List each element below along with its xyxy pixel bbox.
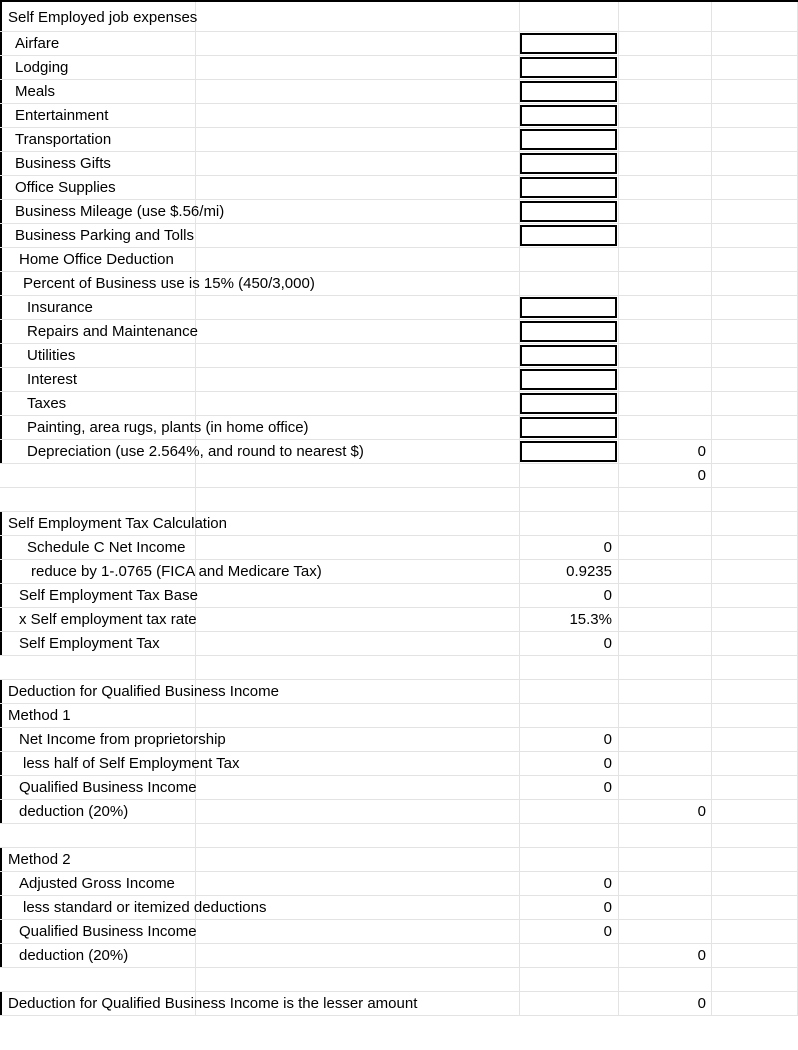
table-row — [0, 776, 798, 800]
left-border — [0, 632, 2, 655]
cell-gridline — [711, 560, 712, 583]
table-row — [0, 152, 798, 176]
cell-gridline — [711, 920, 712, 943]
cell-gridline — [195, 824, 196, 847]
input-cell[interactable] — [520, 57, 617, 78]
table-row — [0, 200, 798, 224]
row-label: Painting, area rugs, plants (in home office) — [27, 419, 309, 436]
cell-gridline — [711, 968, 712, 991]
cell-gridline — [519, 704, 520, 727]
cell-gridline — [618, 872, 619, 895]
cell-gridline — [519, 968, 520, 991]
left-border — [0, 224, 2, 247]
row-label: Insurance — [27, 299, 93, 316]
row-label: Schedule C Net Income — [27, 539, 186, 556]
left-border — [0, 248, 2, 271]
cell-gridline — [519, 2, 520, 31]
cell-gridline — [711, 344, 712, 367]
cell-gridline — [519, 824, 520, 847]
row-label: Interest — [27, 371, 78, 388]
left-border — [0, 320, 2, 343]
cell-gridline — [711, 104, 712, 127]
left-border — [0, 344, 2, 367]
cell-gridline — [519, 848, 520, 871]
cell-gridline — [711, 944, 712, 967]
row-label: Business Mileage (use $.56/mi) — [15, 203, 225, 220]
table-row — [0, 800, 798, 824]
left-border — [0, 200, 2, 223]
row-label: Business Parking and Tolls — [15, 227, 194, 244]
table-row — [0, 752, 798, 776]
cell-gridline — [618, 104, 619, 127]
cell-gridline — [711, 296, 712, 319]
cell-gridline — [711, 896, 712, 919]
cell-gridline — [711, 464, 712, 487]
table-row — [0, 272, 798, 296]
cell-gridline — [519, 272, 520, 295]
cell-gridline — [618, 896, 619, 919]
cell-gridline — [618, 992, 619, 1015]
row-label: Percent of Business use is 15% (450/3,000) — [23, 275, 315, 292]
cell-gridline — [618, 728, 619, 751]
cell-gridline — [618, 80, 619, 103]
cell-gridline — [519, 800, 520, 823]
cell-gridline — [195, 224, 196, 247]
row-label: deduction (20%) — [19, 947, 129, 964]
cell-gridline — [618, 848, 619, 871]
left-border — [0, 368, 2, 391]
value-cell[interactable]: 0.9235 — [566, 563, 612, 580]
cell-gridline — [195, 152, 196, 175]
input-cell[interactable] — [520, 225, 617, 246]
cell-gridline — [618, 344, 619, 367]
cell-gridline — [519, 752, 520, 775]
cell-gridline — [618, 824, 619, 847]
cell-gridline — [195, 56, 196, 79]
row-label: less half of Self Employment Tax — [23, 755, 240, 772]
row-label: Deduction for Qualified Business Income is the lesser amount — [8, 995, 418, 1012]
left-border — [0, 536, 2, 559]
cell-gridline — [519, 680, 520, 703]
cell-gridline — [711, 440, 712, 463]
table-row — [0, 656, 798, 680]
table-row — [0, 176, 798, 200]
cell-gridline — [711, 632, 712, 655]
cell-gridline — [618, 560, 619, 583]
cell-gridline — [711, 320, 712, 343]
cell-gridline — [711, 32, 712, 55]
cell-gridline — [711, 56, 712, 79]
total-cell[interactable]: 0 — [697, 947, 706, 964]
table-row — [0, 584, 798, 608]
row-label: Office Supplies — [15, 179, 116, 196]
row-label: Qualified Business Income — [19, 779, 197, 796]
left-border — [0, 992, 2, 1015]
cell-gridline — [711, 2, 712, 31]
cell-gridline — [519, 896, 520, 919]
row-label: Method 2 — [8, 851, 71, 868]
input-cell[interactable] — [520, 177, 617, 198]
cell-gridline — [711, 680, 712, 703]
table-row — [0, 872, 798, 896]
row-label: Self Employment Tax Calculation — [8, 515, 227, 532]
table-row — [0, 536, 798, 560]
row-label: Entertainment — [15, 107, 109, 124]
row-label: Depreciation (use 2.564%, and round to nearest $) — [27, 443, 364, 460]
row-label: reduce by 1-.0765 (FICA and Medicare Tax) — [31, 563, 322, 580]
cell-gridline — [711, 392, 712, 415]
cell-gridline — [618, 2, 619, 31]
cell-gridline — [519, 656, 520, 679]
table-row — [0, 992, 798, 1016]
cell-gridline — [711, 584, 712, 607]
left-border — [0, 296, 2, 319]
row-label: Utilities — [27, 347, 76, 364]
row-label: Self Employment Tax Base — [19, 587, 198, 604]
cell-gridline — [519, 488, 520, 511]
cell-gridline — [711, 200, 712, 223]
table-row — [0, 440, 798, 464]
left-border — [0, 848, 2, 871]
cell-gridline — [711, 368, 712, 391]
cell-gridline — [711, 776, 712, 799]
cell-gridline — [519, 872, 520, 895]
input-cell[interactable] — [520, 297, 617, 318]
cell-gridline — [711, 800, 712, 823]
row-label: deduction (20%) — [19, 803, 129, 820]
cell-gridline — [519, 632, 520, 655]
table-row — [0, 416, 798, 440]
row-label: Meals — [15, 83, 56, 100]
cell-gridline — [195, 344, 196, 367]
table-row — [0, 0, 798, 32]
left-border — [0, 680, 2, 703]
table-row — [0, 32, 798, 56]
table-row — [0, 296, 798, 320]
input-cell[interactable] — [520, 417, 617, 438]
cell-gridline — [519, 248, 520, 271]
left-border — [0, 896, 2, 919]
cell-gridline — [195, 248, 196, 271]
input-cell[interactable] — [520, 369, 617, 390]
cell-gridline — [195, 704, 196, 727]
left-border — [0, 392, 2, 415]
left-border — [0, 608, 2, 631]
cell-gridline — [519, 584, 520, 607]
row-label: Transportation — [15, 131, 112, 148]
cell-gridline — [711, 512, 712, 535]
row-label: Deduction for Qualified Business Income — [8, 683, 279, 700]
row-label: x Self employment tax rate — [19, 611, 197, 628]
cell-gridline — [195, 800, 196, 823]
cell-gridline — [195, 104, 196, 127]
cell-gridline — [618, 152, 619, 175]
cell-gridline — [519, 944, 520, 967]
table-row — [0, 80, 798, 104]
cell-gridline — [195, 488, 196, 511]
row-label: Adjusted Gross Income — [19, 875, 175, 892]
input-cell[interactable] — [520, 153, 617, 174]
cell-gridline — [711, 752, 712, 775]
left-border — [0, 128, 2, 151]
cell-gridline — [519, 608, 520, 631]
left-border — [0, 800, 2, 823]
left-border — [0, 704, 2, 727]
cell-gridline — [711, 152, 712, 175]
cell-gridline — [711, 656, 712, 679]
cell-gridline — [195, 176, 196, 199]
row-label: Net Income from proprietorship — [19, 731, 226, 748]
left-border — [0, 920, 2, 943]
cell-gridline — [618, 56, 619, 79]
table-row — [0, 128, 798, 152]
cell-gridline — [711, 224, 712, 247]
input-cell[interactable] — [520, 105, 617, 126]
value-cell[interactable]: 0 — [603, 755, 612, 772]
cell-gridline — [618, 296, 619, 319]
value-cell[interactable]: 15.3% — [569, 611, 612, 628]
value-cell[interactable]: 0 — [603, 635, 612, 652]
table-row — [0, 368, 798, 392]
cell-gridline — [711, 176, 712, 199]
row-label: Repairs and Maintenance — [27, 323, 198, 340]
left-border — [0, 176, 2, 199]
table-row — [0, 608, 798, 632]
cell-gridline — [195, 296, 196, 319]
cell-gridline — [618, 968, 619, 991]
value-cell[interactable]: 0 — [603, 875, 612, 892]
table-row — [0, 224, 798, 248]
cell-gridline — [195, 968, 196, 991]
value-cell[interactable]: 0 — [603, 587, 612, 604]
input-cell[interactable] — [520, 81, 617, 102]
cell-gridline — [711, 728, 712, 751]
total-cell[interactable]: 0 — [697, 803, 706, 820]
cell-gridline — [618, 752, 619, 775]
left-border — [0, 584, 2, 607]
left-border — [0, 2, 2, 31]
cell-gridline — [519, 728, 520, 751]
cell-gridline — [195, 848, 196, 871]
cell-gridline — [618, 368, 619, 391]
input-cell[interactable] — [520, 201, 617, 222]
cell-gridline — [618, 584, 619, 607]
left-border — [0, 440, 2, 463]
cell-gridline — [711, 488, 712, 511]
table-row — [0, 392, 798, 416]
row-label: Self Employment Tax — [19, 635, 160, 652]
cell-gridline — [618, 488, 619, 511]
left-border — [0, 80, 2, 103]
table-row — [0, 824, 798, 848]
table-row — [0, 848, 798, 872]
table-row — [0, 344, 798, 368]
table-row — [0, 560, 798, 584]
cell-gridline — [711, 872, 712, 895]
left-border — [0, 272, 2, 295]
table-row — [0, 944, 798, 968]
cell-gridline — [711, 608, 712, 631]
left-border — [0, 32, 2, 55]
cell-gridline — [195, 128, 196, 151]
input-cell[interactable] — [520, 345, 617, 366]
cell-gridline — [618, 32, 619, 55]
row-label: Method 1 — [8, 707, 71, 724]
cell-gridline — [618, 248, 619, 271]
cell-gridline — [711, 272, 712, 295]
input-cell[interactable] — [520, 441, 617, 462]
cell-gridline — [519, 464, 520, 487]
cell-gridline — [618, 536, 619, 559]
row-label: Airfare — [15, 35, 60, 52]
value-cell[interactable]: 0 — [603, 899, 612, 916]
cell-gridline — [618, 224, 619, 247]
cell-gridline — [195, 656, 196, 679]
left-border — [0, 104, 2, 127]
value-cell[interactable]: 0 — [603, 923, 612, 940]
input-cell[interactable] — [520, 33, 617, 54]
table-row — [0, 896, 798, 920]
table-row — [0, 464, 798, 488]
cell-gridline — [618, 632, 619, 655]
cell-gridline — [519, 560, 520, 583]
cell-gridline — [618, 656, 619, 679]
table-row — [0, 632, 798, 656]
cell-gridline — [618, 920, 619, 943]
value-cell[interactable]: 0 — [603, 779, 612, 796]
cell-gridline — [618, 416, 619, 439]
table-row — [0, 968, 798, 992]
cell-gridline — [618, 176, 619, 199]
total-cell[interactable]: 0 — [697, 995, 706, 1012]
left-border — [0, 872, 2, 895]
cell-gridline — [711, 128, 712, 151]
cell-gridline — [519, 992, 520, 1015]
cell-gridline — [618, 272, 619, 295]
cell-gridline — [711, 848, 712, 871]
table-row — [0, 680, 798, 704]
input-cell[interactable] — [520, 393, 617, 414]
row-label: Taxes — [27, 395, 67, 412]
table-row — [0, 488, 798, 512]
cell-gridline — [618, 320, 619, 343]
cell-gridline — [618, 440, 619, 463]
cell-gridline — [618, 608, 619, 631]
cell-gridline — [195, 464, 196, 487]
row-label: Home Office Deduction — [19, 251, 174, 268]
cell-gridline — [195, 536, 196, 559]
cell-gridline — [519, 776, 520, 799]
cell-gridline — [519, 920, 520, 943]
cell-gridline — [711, 824, 712, 847]
cell-gridline — [618, 200, 619, 223]
left-border — [0, 728, 2, 751]
cell-gridline — [618, 944, 619, 967]
total-cell[interactable]: 0 — [697, 467, 706, 484]
cell-gridline — [519, 512, 520, 535]
table-row — [0, 320, 798, 344]
table-row — [0, 704, 798, 728]
cell-gridline — [618, 392, 619, 415]
row-label: less standard or itemized deductions — [23, 899, 267, 916]
total-cell[interactable]: 0 — [697, 443, 706, 460]
table-row — [0, 728, 798, 752]
input-cell[interactable] — [520, 321, 617, 342]
cell-gridline — [618, 512, 619, 535]
cell-gridline — [711, 248, 712, 271]
cell-gridline — [195, 368, 196, 391]
table-row — [0, 104, 798, 128]
row-label: Self Employed job expenses — [8, 9, 198, 26]
cell-gridline — [618, 800, 619, 823]
value-cell[interactable]: 0 — [603, 731, 612, 748]
cell-gridline — [519, 536, 520, 559]
left-border — [0, 776, 2, 799]
cell-gridline — [711, 80, 712, 103]
cell-gridline — [618, 680, 619, 703]
left-border — [0, 752, 2, 775]
left-border — [0, 944, 2, 967]
cell-gridline — [195, 392, 196, 415]
cell-gridline — [195, 944, 196, 967]
cell-gridline — [711, 704, 712, 727]
table-row — [0, 56, 798, 80]
row-label: Business Gifts — [15, 155, 111, 172]
value-cell[interactable]: 0 — [603, 539, 612, 556]
table-row — [0, 248, 798, 272]
cell-gridline — [618, 776, 619, 799]
cell-gridline — [618, 704, 619, 727]
input-cell[interactable] — [520, 129, 617, 150]
cell-gridline — [195, 80, 196, 103]
cell-gridline — [195, 32, 196, 55]
cell-gridline — [711, 992, 712, 1015]
cell-gridline — [618, 464, 619, 487]
left-border — [0, 560, 2, 583]
row-label: Qualified Business Income — [19, 923, 197, 940]
left-border — [0, 416, 2, 439]
table-row — [0, 512, 798, 536]
table-row — [0, 920, 798, 944]
left-border — [0, 152, 2, 175]
row-label: Lodging — [15, 59, 69, 76]
left-border — [0, 512, 2, 535]
cell-gridline — [195, 632, 196, 655]
cell-gridline — [618, 128, 619, 151]
cell-gridline — [711, 536, 712, 559]
cell-gridline — [711, 416, 712, 439]
left-border — [0, 56, 2, 79]
cell-gridline — [195, 872, 196, 895]
